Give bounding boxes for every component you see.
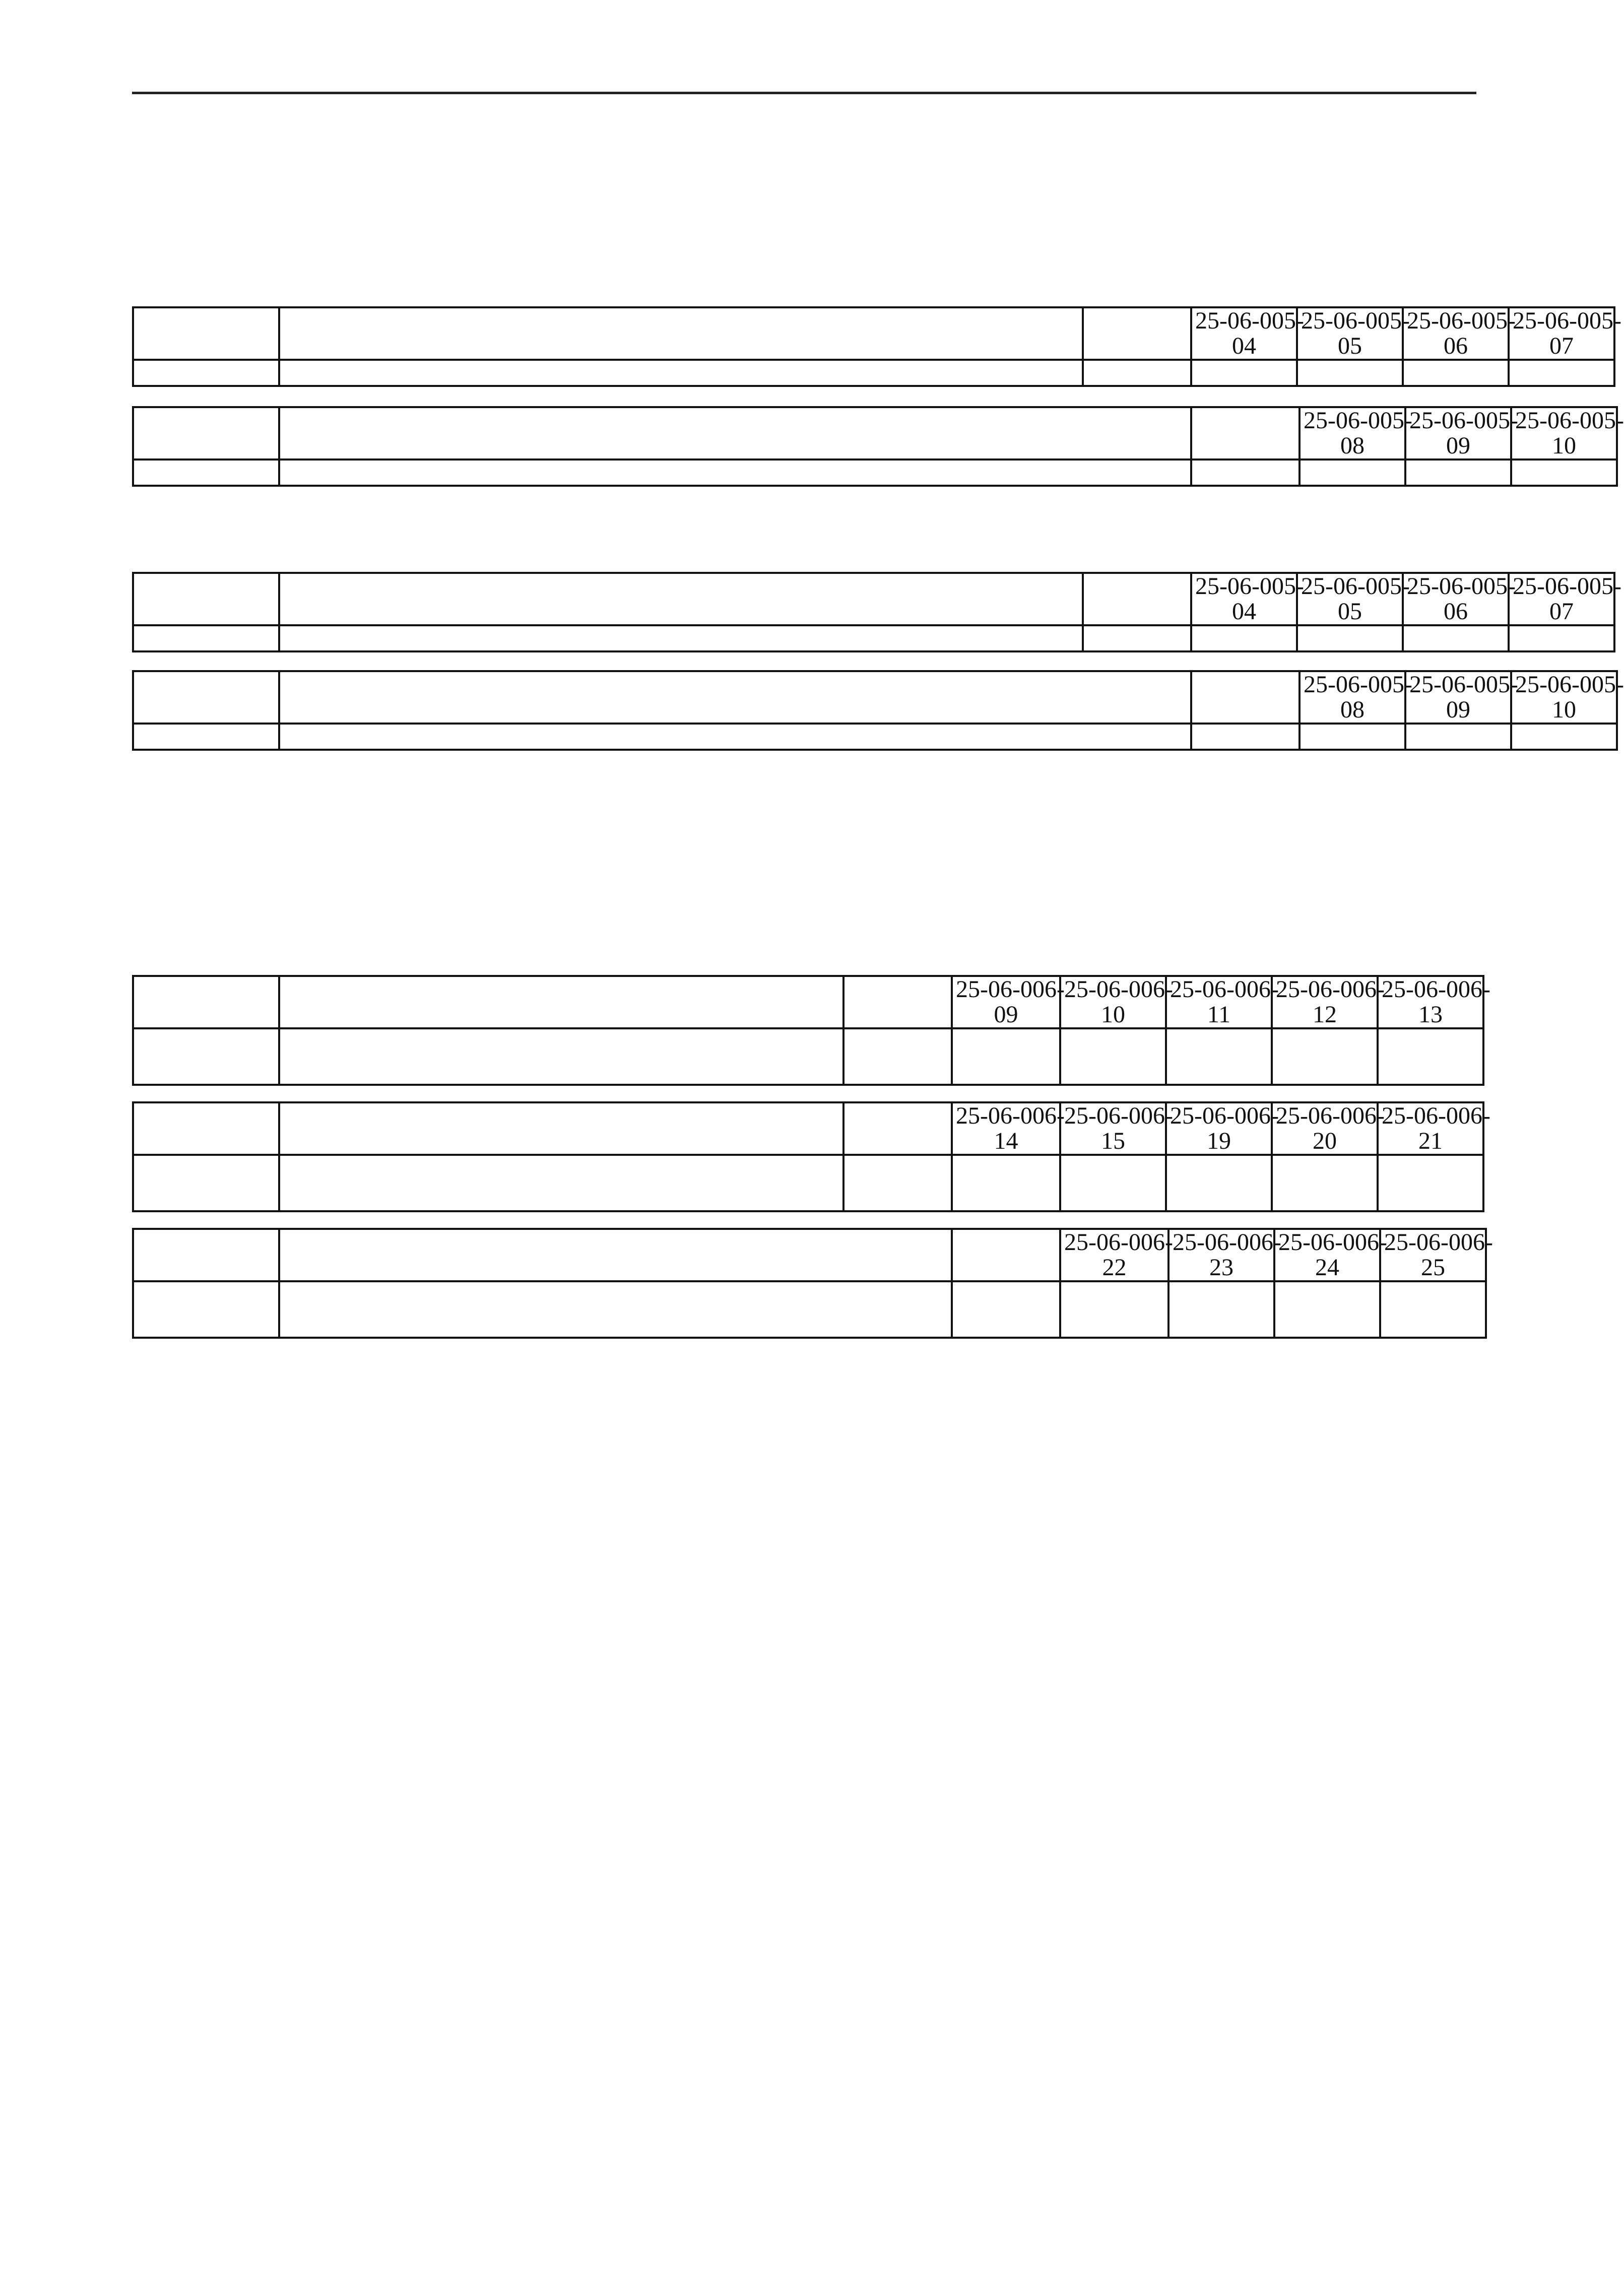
norm-code-header xyxy=(1274,1229,1387,1281)
norm-code-header xyxy=(1297,307,1410,360)
norm-code-header xyxy=(1166,976,1279,1028)
norm-code-prefix: 25-06-006- xyxy=(1276,1102,1385,1129)
norm-code-header xyxy=(1403,573,1516,625)
norm-value xyxy=(1511,460,1617,486)
norm-code-prefix: 25-06-005- xyxy=(1195,573,1304,600)
resource-code xyxy=(133,460,279,486)
unit-column-header xyxy=(843,976,952,1028)
labor-table xyxy=(132,306,1621,387)
norm-code-header xyxy=(1378,976,1490,1028)
cost-element-name xyxy=(279,724,1191,750)
cost-element-name xyxy=(279,1155,843,1211)
norm-value xyxy=(1380,1281,1486,1338)
norm-code-suffix: 08 xyxy=(1340,432,1365,459)
norm-value xyxy=(1272,1155,1378,1211)
norm-value xyxy=(1060,1155,1166,1211)
unit-value xyxy=(1191,460,1300,486)
table-row xyxy=(133,1028,1483,1085)
norm-code-header xyxy=(1166,1102,1279,1155)
machines-table xyxy=(132,1101,1490,1212)
norm-code-suffix: 04 xyxy=(1232,598,1256,625)
resource-code xyxy=(133,360,279,386)
unit-column-header xyxy=(1191,407,1300,460)
norm-code-suffix: 07 xyxy=(1549,598,1574,625)
labor-table xyxy=(132,670,1624,751)
table-header-row xyxy=(133,573,1614,625)
norm-code-prefix: 25-06-006- xyxy=(1276,976,1385,1003)
norm-value xyxy=(1378,1155,1483,1211)
unit-column-header xyxy=(843,1102,952,1155)
name-column-header xyxy=(279,671,1191,724)
norm-code-suffix: 05 xyxy=(1338,333,1362,359)
norm-value xyxy=(1297,360,1403,386)
norm-code-header xyxy=(1272,1102,1385,1155)
unit-value xyxy=(1083,360,1191,386)
norm-code-header xyxy=(1300,407,1412,460)
norm-value xyxy=(1509,625,1614,651)
norm-code-suffix: 10 xyxy=(1552,696,1576,723)
machines-table xyxy=(132,1228,1493,1339)
norm-code-header xyxy=(1380,1229,1493,1281)
norm-code-suffix: 19 xyxy=(1207,1128,1231,1154)
norm-code-prefix: 25-06-006- xyxy=(1064,1229,1173,1256)
norm-code-suffix: 22 xyxy=(1102,1254,1127,1281)
norm-code-prefix: 25-06-005- xyxy=(1513,307,1621,334)
cost-element-name xyxy=(279,625,1083,651)
norm-code-header xyxy=(1060,1102,1173,1155)
norm-value xyxy=(1378,1028,1483,1085)
norm-value xyxy=(1405,460,1511,486)
norm-code-prefix: 25-06-005- xyxy=(1407,307,1516,334)
norm-value xyxy=(1166,1155,1272,1211)
norm-code-suffix: 11 xyxy=(1207,1001,1231,1028)
table-row xyxy=(133,460,1617,486)
norm-code-header xyxy=(1405,671,1518,724)
norm-value xyxy=(952,1028,1060,1085)
name-column-header xyxy=(279,573,1083,625)
norm-code-prefix: 25-06-006- xyxy=(1170,976,1279,1003)
norm-code-prefix: 25-06-006- xyxy=(956,1102,1065,1129)
code-column-header xyxy=(133,1229,279,1281)
norm-value xyxy=(1297,625,1403,651)
norm-code-prefix: 25-06-006- xyxy=(1384,1229,1493,1256)
resource-code xyxy=(133,625,279,651)
norm-code-suffix: 14 xyxy=(994,1128,1018,1154)
norm-code-suffix: 10 xyxy=(1101,1001,1125,1028)
norm-value xyxy=(1300,724,1405,750)
norm-value xyxy=(1168,1281,1274,1338)
norm-code-suffix: 09 xyxy=(994,1001,1018,1028)
unit-value xyxy=(952,1281,1060,1338)
table-row xyxy=(133,1281,1486,1338)
norm-code-header xyxy=(952,1102,1065,1155)
table-row xyxy=(133,724,1617,750)
table-row xyxy=(133,1155,1483,1211)
norm-code-header xyxy=(1511,407,1624,460)
table-header-row xyxy=(133,307,1614,360)
cost-element-name xyxy=(279,460,1191,486)
norm-code-prefix: 25-06-006- xyxy=(1170,1102,1279,1129)
norm-code-header xyxy=(1300,671,1412,724)
resource-code xyxy=(133,724,279,750)
norm-code-suffix: 13 xyxy=(1418,1001,1443,1028)
cost-element-name xyxy=(279,1281,952,1338)
norm-code-suffix: 25 xyxy=(1421,1254,1445,1281)
unit-value xyxy=(1083,625,1191,651)
norm-value xyxy=(1191,360,1297,386)
unit-column-header xyxy=(1083,573,1191,625)
norm-code-prefix: 25-06-006- xyxy=(956,976,1065,1003)
norm-code-prefix: 25-06-005- xyxy=(1304,407,1412,434)
norm-code-prefix: 25-06-005- xyxy=(1409,407,1518,434)
norm-value xyxy=(1403,625,1509,651)
norm-code-suffix: 12 xyxy=(1313,1001,1337,1028)
code-column-header xyxy=(133,407,279,460)
norm-code-prefix: 25-06-006- xyxy=(1064,976,1173,1003)
norm-code-header xyxy=(1060,1229,1173,1281)
norm-code-prefix: 25-06-005- xyxy=(1304,671,1412,698)
table-header-row xyxy=(133,976,1483,1028)
norm-code-prefix: 25-06-005- xyxy=(1515,671,1624,698)
norm-code-prefix: 25-06-005- xyxy=(1301,573,1410,600)
norm-value xyxy=(1060,1028,1166,1085)
norm-value xyxy=(1166,1028,1272,1085)
unit-column-header xyxy=(1083,307,1191,360)
norm-value xyxy=(1300,460,1405,486)
norm-code-suffix: 09 xyxy=(1446,696,1470,723)
table-header-row xyxy=(133,1229,1486,1281)
norm-code-header xyxy=(1378,1102,1490,1155)
name-column-header xyxy=(279,976,843,1028)
header-rule xyxy=(132,92,1476,94)
norm-value xyxy=(952,1155,1060,1211)
norm-code-prefix: 25-06-006- xyxy=(1382,1102,1490,1129)
name-column-header xyxy=(279,407,1191,460)
norm-code-suffix: 23 xyxy=(1209,1254,1233,1281)
norm-code-header xyxy=(952,976,1065,1028)
norm-code-suffix: 07 xyxy=(1549,333,1574,359)
norm-code-header xyxy=(1403,307,1516,360)
norm-value xyxy=(1405,724,1511,750)
norm-value xyxy=(1274,1281,1380,1338)
norm-code-prefix: 25-06-005- xyxy=(1407,573,1516,600)
norm-code-suffix: 06 xyxy=(1444,333,1468,359)
norm-code-prefix: 25-06-006- xyxy=(1382,976,1490,1003)
norm-code-header xyxy=(1168,1229,1281,1281)
norm-code-suffix: 05 xyxy=(1338,598,1362,625)
table-row xyxy=(133,625,1614,651)
norm-code-suffix: 15 xyxy=(1101,1128,1125,1154)
unit-value xyxy=(1191,724,1300,750)
labor-table xyxy=(132,572,1621,652)
norm-code-prefix: 25-06-005- xyxy=(1195,307,1304,334)
norm-code-header xyxy=(1191,573,1304,625)
norm-value xyxy=(1511,724,1617,750)
resource-code xyxy=(133,1028,279,1085)
name-column-header xyxy=(279,1102,843,1155)
code-column-header xyxy=(133,1102,279,1155)
norm-code-header xyxy=(1297,573,1410,625)
labor-table xyxy=(132,406,1624,487)
norm-value xyxy=(1191,625,1297,651)
unit-value xyxy=(843,1028,952,1085)
norm-code-suffix: 20 xyxy=(1313,1128,1337,1154)
resource-code xyxy=(133,1281,279,1338)
code-column-header xyxy=(133,307,279,360)
norm-code-prefix: 25-06-005- xyxy=(1409,671,1518,698)
norm-code-header xyxy=(1191,307,1304,360)
machines-table xyxy=(132,975,1490,1086)
code-column-header xyxy=(133,671,279,724)
norm-code-header xyxy=(1509,573,1621,625)
code-column-header xyxy=(133,573,279,625)
cost-element-name xyxy=(279,360,1083,386)
table-header-row xyxy=(133,1102,1483,1155)
norm-value xyxy=(1060,1281,1168,1338)
norm-code-prefix: 25-06-006- xyxy=(1278,1229,1387,1256)
norm-code-prefix: 25-06-006- xyxy=(1064,1102,1173,1129)
norm-value xyxy=(1509,360,1614,386)
norm-value xyxy=(1403,360,1509,386)
norm-code-suffix: 21 xyxy=(1418,1128,1443,1154)
unit-value xyxy=(843,1155,952,1211)
code-column-header xyxy=(133,976,279,1028)
norm-code-suffix: 09 xyxy=(1446,432,1470,459)
norm-code-suffix: 06 xyxy=(1444,598,1468,625)
norm-code-suffix: 08 xyxy=(1340,696,1365,723)
norm-code-prefix: 25-06-005- xyxy=(1515,407,1624,434)
norm-code-header xyxy=(1272,976,1385,1028)
norm-code-prefix: 25-06-006- xyxy=(1173,1229,1281,1256)
norm-code-prefix: 25-06-005- xyxy=(1513,573,1621,600)
unit-column-header xyxy=(952,1229,1060,1281)
norm-code-header xyxy=(1405,407,1518,460)
norm-code-suffix: 10 xyxy=(1552,432,1576,459)
norm-code-suffix: 24 xyxy=(1315,1254,1339,1281)
norm-code-header xyxy=(1511,671,1624,724)
unit-column-header xyxy=(1191,671,1300,724)
table-row xyxy=(133,360,1614,386)
norm-code-header xyxy=(1509,307,1621,360)
norm-code-header xyxy=(1060,976,1173,1028)
norm-value xyxy=(1272,1028,1378,1085)
name-column-header xyxy=(279,1229,952,1281)
resource-code xyxy=(133,1155,279,1211)
cost-element-name xyxy=(279,1028,843,1085)
norm-code-suffix: 04 xyxy=(1232,333,1256,359)
norm-code-prefix: 25-06-005- xyxy=(1301,307,1410,334)
name-column-header xyxy=(279,307,1083,360)
table-header-row xyxy=(133,407,1617,460)
table-header-row xyxy=(133,671,1617,724)
